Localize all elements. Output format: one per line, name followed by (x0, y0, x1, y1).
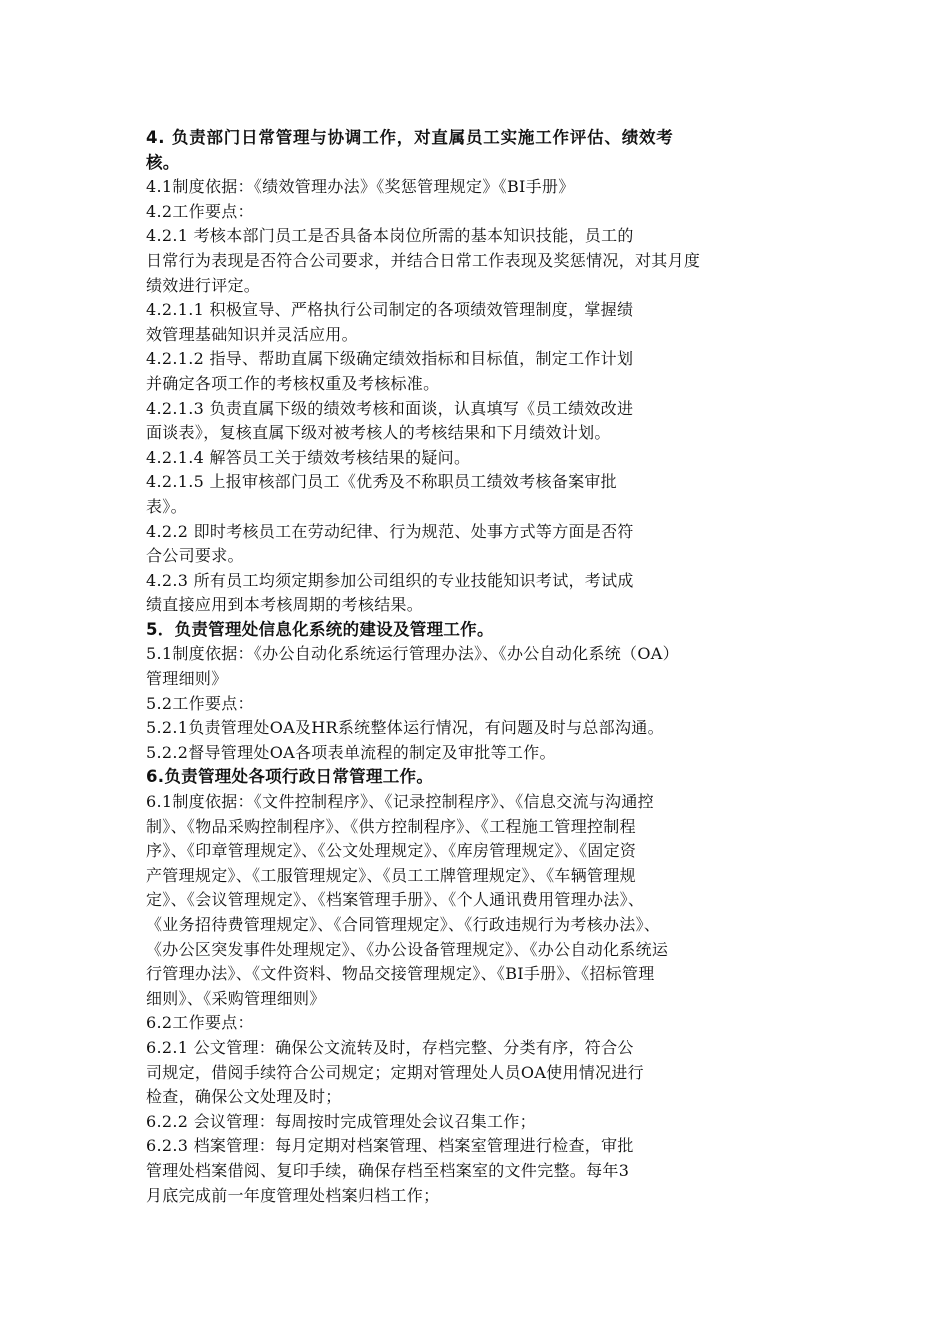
text-line: 5.2.1负责管理处OA及HR系统整体运行情况，有问题及时与总部沟通。 (146, 718, 664, 738)
text-line: 司规定，借阅手续符合公司规定；定期对管理处人员OA使用情况进行 (146, 1062, 644, 1082)
text-line: 《业务招待费管理规定》、《合同管理规定》、《行政违规行为考核办法》、 (146, 915, 661, 934)
text-line: 面谈表》，复核直属下级对被考核人的考核结果和下月绩效计划。 (146, 423, 611, 443)
text-line: 产管理规定》、《工服管理规定》、《员工工牌管理规定》、《车辆管理规 (146, 865, 636, 885)
text-line: 4.2.1.1 积极宣导、严格执行公司制定的各项绩效管理制度，掌握绩 (146, 300, 634, 320)
text-line: 序》、《印章管理规定》、《公文处理规定》、《库房管理规定》、《固定资 (146, 841, 637, 861)
text-line: 6.2.2 会议管理：每周按时完成管理处会议召集工作； (146, 1111, 536, 1131)
text-line: 4.2.1 考核本部门员工是否具备本岗位所需的基本知识技能，员工的 (146, 226, 634, 246)
text-line: 效管理基础知识并灵活应用。 (146, 324, 358, 344)
text-line: 管理处档案借阅、复印手续，确保存档至档案室的文件完整。每年3 (146, 1160, 630, 1180)
text-line: 管理细则》 (146, 669, 228, 689)
section-heading-line: 4. 负责部门日常管理与协调工作，对直属员工实施工作评估、绩效考 (146, 128, 674, 147)
text-line: 4.2工作要点： (146, 201, 254, 221)
section-heading-line: 5．负责管理处信息化系统的建设及管理工作。 (146, 619, 494, 639)
text-line: 5.2工作要点： (146, 693, 254, 713)
text-line: 4.2.1.2 指导、帮助直属下级确定绩效指标和目标值，制定工作计划 (146, 349, 634, 369)
text-line: 4.2.1.3 负责直属下级的绩效考核和面谈，认真填写《员工绩效改进 (146, 398, 634, 418)
text-line: 日常行为表现是否符合公司要求，并结合日常工作表现及奖惩情况，对其月度 (146, 250, 701, 270)
text-line: 并确定各项工作的考核权重及考核标准。 (146, 373, 440, 393)
text-line: 6.1制度依据：《文件控制程序》、《记录控制程序》、《信息交流与沟通控 (146, 792, 654, 812)
text-line: 检查，确保公文处理及时； (146, 1087, 342, 1107)
text-line: 行管理办法》、《文件资料、物品交接管理规定》、《BI手册》、《招标管理 (146, 964, 655, 984)
text-line: 表》。 (146, 496, 187, 516)
text-line: 《办公区突发事件处理规定》、《办公设备管理规定》、《办公自动化系统运 (146, 939, 669, 959)
text-line: 定》、《会议管理规定》、《档案管理手册》、《个人通讯费用管理办法》、 (146, 890, 645, 910)
text-line: 4.1制度依据：《绩效管理办法》《奖惩管理规定》《BI手册》 (146, 177, 575, 197)
text-line: 5.1制度依据：《办公自动化系统运行管理办法》、《办公自动化系统（OA） (146, 644, 679, 664)
text-line: 制》、《物品采购控制程序》、《供方控制程序》、《工程施工管理控制程 (146, 816, 636, 836)
section-heading-line: 核。 (146, 152, 180, 172)
text-line: 6.2.1 公文管理：确保公文流转及时，存档完整、分类有序，符合公 (146, 1037, 634, 1057)
text-line: 4.2.3 所有员工均须定期参加公司组织的专业技能知识考试，考试成 (146, 570, 634, 590)
text-line: 合公司要求。 (146, 546, 244, 566)
document-page (146, 126, 806, 1208)
text-line: 月底完成前一年度管理处档案归档工作； (146, 1185, 440, 1205)
text-line: 4.2.2 即时考核员工在劳动纪律、行为规范、处事方式等方面是否符 (146, 521, 634, 541)
text-line: 6.2.3 档案管理：每月定期对档案管理、档案室管理进行检查，审批 (146, 1136, 634, 1156)
text-line: 绩效进行评定。 (146, 275, 261, 295)
text-line: 4.2.1.5 上报审核部门员工《优秀及不称职员工绩效考核备案审批 (146, 472, 617, 492)
text-line: 绩直接应用到本考核周期的考核结果。 (146, 595, 424, 615)
text-line: 6.2工作要点： (146, 1013, 254, 1033)
text-line: 细则》、《采购管理细则》 (146, 988, 326, 1008)
text-line: 4.2.1.4 解答员工关于绩效考核结果的疑问。 (146, 447, 471, 467)
section-heading-line: 6.负责管理处各项行政日常管理工作。 (146, 767, 434, 787)
text-line: 5.2.2督导管理处OA各项表单流程的制定及审批等工作。 (146, 742, 556, 762)
